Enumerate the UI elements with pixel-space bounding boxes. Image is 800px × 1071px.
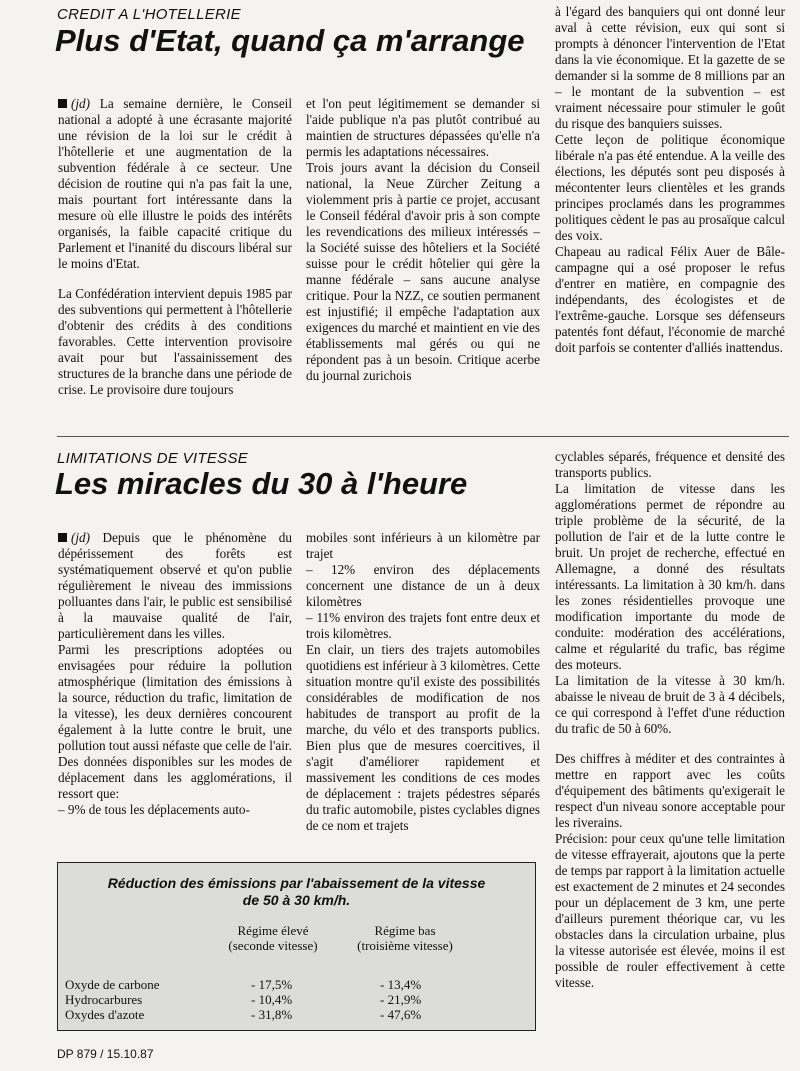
paragraph xyxy=(58,530,292,642)
row-high: - 10,4% xyxy=(251,992,293,1007)
article2-column-1 xyxy=(58,530,292,818)
col-header-low-2: (troisième vitesse) xyxy=(357,938,453,953)
row-high: - 17,5% xyxy=(251,977,293,992)
paragraph: La limitation de la vitesse à 30 km/h. abaisse le niveau de bruit de 3 à 4 décibels, ce qui correspond à l'effet d'une réduction du trafic de 50 à 60%. xyxy=(555,673,785,736)
row-low: - 21,9% xyxy=(380,992,422,1007)
article2-kicker: LIMITATIONS DE VITESSE xyxy=(57,450,249,467)
table-title-line-2: de 50 à 30 km/h. xyxy=(242,892,351,908)
row-label: Hydrocarbures xyxy=(65,992,143,1007)
table-row xyxy=(58,977,535,992)
article1-kicker: CREDIT A L'HOTELLERIE xyxy=(57,6,241,23)
article2-headline: Les miracles du 30 à l'heure xyxy=(55,466,468,501)
paragraph: La limitation de vitesse dans les agglomérations permet de répondre au triple problème de la sécurité, de la pollution de l'air et de la lutte contre le bruit. Un projet de recherche, effectué en Allemagne, a donné des résultats intéressants. La limitation à 30 km/h. dans les zones résidentielles provoque une modification importante du mode de conduite: modération des accélérations, calme et régularité du trafic, bas régime des moteurs. xyxy=(555,481,785,672)
paragraph: Trois jours avant la décision du Conseil national, la Neue Zürcher Zeitung a violemment pris à partie ce projet, accusant le Conseil fédéral d'avoir pris à son compte les revendications des milieux intéressés – la Société suisse des hôteliers et la Société suisse pour le crédit hôtelier qui gère la manne fédérale – sans aucune analyse critique. Pour la NZZ, ce soutien permanent est injustifié; il empêche l'adaptation aux exigences du marché et maintient en vie des établissements mal gérés ou qui ne répondent pas à un besoin. Critique acerbe du journal zurichois xyxy=(306,160,540,383)
paragraph: Des données disponibles sur les modes de déplacement dans les agglomérations, il ressort que: xyxy=(58,754,292,801)
article2-column-3 xyxy=(555,449,785,991)
row-low: - 13,4% xyxy=(380,977,422,992)
paragraph: – 12% environ des déplacements concernent une distance de un à deux kilomètres xyxy=(306,562,540,609)
paragraph: mobiles sont inférieurs à un kilomètre par trajet xyxy=(306,530,540,561)
lead-bullet xyxy=(58,99,67,108)
paragraph: Cette leçon de politique économique libérale n'a pas été entendue. A la veille des élections, les députés sont peu disposés à mécontenter leurs clientèles et les grands principes proclamés dans les programmes politiques cèdent le pas au prosaïque calcul des voix. xyxy=(555,132,785,243)
emissions-table-box xyxy=(57,862,536,1031)
paragraph-text: Depuis que le phénomène du dépérissement des forêts est systématiquement observé et qu'on publie régulièrement le niveau des immissions polluantes dans l'air, le public est sensibilisé à la mauvaise qualité de l'air, particulièrement dans les villes. xyxy=(58,530,292,641)
article1-headline: Plus d'Etat, quand ça m'arrange xyxy=(55,23,525,58)
article-divider xyxy=(57,436,789,437)
article2-column-2 xyxy=(306,530,540,834)
paragraph: – 11% environ des trajets font entre deux et trois kilomètres. xyxy=(306,610,540,641)
row-label: Oxydes d'azote xyxy=(65,1007,145,1022)
author-tag: (jd) xyxy=(71,96,91,111)
table-row xyxy=(58,1007,535,1022)
row-low: - 47,6% xyxy=(380,1007,422,1022)
lead-bullet xyxy=(58,533,67,542)
paragraph: cyclables séparés, fréquence et densité des transports publics. xyxy=(555,449,785,480)
paragraph-text: La semaine dernière, le Conseil national a adopté à une écrasante majorité une révision de la loi sur le crédit à l'hôtellerie et une augmentation de la subvention fédérale à ce secteur. Une décision de routine qui n'a pas fait la une, mais pourtant fort intéressante dans la mesure où elle illustre le poids des intérêts organisés, la faible capacité critique du Parlement et l'inanité du discours libéral sur le moins d'Etat. xyxy=(58,96,293,271)
row-high: - 31,8% xyxy=(251,1007,293,1022)
col-header-high-2: (seconde vitesse) xyxy=(228,938,318,953)
paragraph: et l'on peut légitimement se demander si l'aide publique n'a pas plutôt contribué au maintien de structures dépassées qu'elle n'a permis les adaptations nécessaires. xyxy=(306,96,540,159)
paragraph: – 9% de tous les déplacements auto- xyxy=(58,802,250,817)
paragraph: Des chiffres à méditer et des contraintes à mettre en rapport avec les coûts d'équipement des bâtiments qu'exigerait le respect d'un niveau sonore acceptable pour les riverains. xyxy=(555,751,785,830)
col-header-high-1: Régime élevé xyxy=(237,923,309,938)
page-footer: DP 879 / 15.10.87 xyxy=(57,1047,154,1061)
paragraph: En clair, un tiers des trajets automobiles quotidiens est inférieur à 3 kilomètres. Cette situation montre qu'il existe des possibilités considérables de modification de nos habitudes de transport au profit de la marche, du vélo et des transports publics. Bien plus que de mesures coercitives, il s'agit d'améliorer rapidement et massivement les conditions de ces modes de déplacement : trajets pédestres séparés du trafic automobile, pistes cyclables dignes de ce nom et trajets xyxy=(306,642,541,833)
paragraph: Précision: pour ceux qu'une telle limitation de vitesse effrayerait, ajoutons que la perte de temps par rapport à la limitation actuelle est exactement de 2 minutes et 24 secondes pour un déplacement de 3 km, une perte d'ailleurs purement théorique car, vu les obstacles dans la circulation urbaine, plus la vitesse autorisée est élevée, moins il est possible de rouler effectivement à cette vitesse. xyxy=(555,831,785,990)
article1-column-1 xyxy=(58,96,292,398)
article1-column-2 xyxy=(306,96,540,384)
author-tag: (jd) xyxy=(71,530,91,545)
col-header-low-1: Régime bas xyxy=(374,923,436,938)
row-label: Oxyde de carbone xyxy=(65,977,160,992)
table-title-line-1: Réduction des émissions par l'abaissement de la vitesse xyxy=(107,875,486,891)
paragraph: Parmi les prescriptions adoptées ou envisagées pour réduire la pollution atmosphérique (limitation des émissions à la source, réduction du trafic, limitation de la vitesse), les deux dernières concourent également à la lutte contre le bruit, une pollution tout aussi néfaste que celle de l'air. xyxy=(58,642,292,753)
paragraph xyxy=(58,96,292,272)
paragraph: à l'égard des banquiers qui ont donné leur aval à cette révision, eux qui sont si prompts à dénoncer l'intervention de l'Etat dans la vie économique. Et la gazette de se demander si la somme de 8 millions par an – le montant de la subvention – est vraiment nécessaire pour stimuler le goût du risque des banquiers suisses. xyxy=(555,4,785,131)
paragraph: La Confédération intervient depuis 1985 par des subventions qui permettent à l'hôtellerie d'obtenir des crédits à des conditions favorables. Cette intervention provisoire avait pour but l'assainissement des structures de la branche dans une période de crise. Le provisoire dure toujours xyxy=(58,286,293,397)
table-row xyxy=(58,992,535,1007)
article1-column-3 xyxy=(555,4,785,356)
paragraph: Chapeau au radical Félix Auer de Bâle-campagne qui a osé proposer le refus d'entrer en matière, en compagnie des indépendants, des écologistes et de l'extrême-gauche. Lorsque ses défenseurs patentés font défaut, l'économie de marché doit parfois se contenter d'alliés inattendus. xyxy=(555,244,785,355)
